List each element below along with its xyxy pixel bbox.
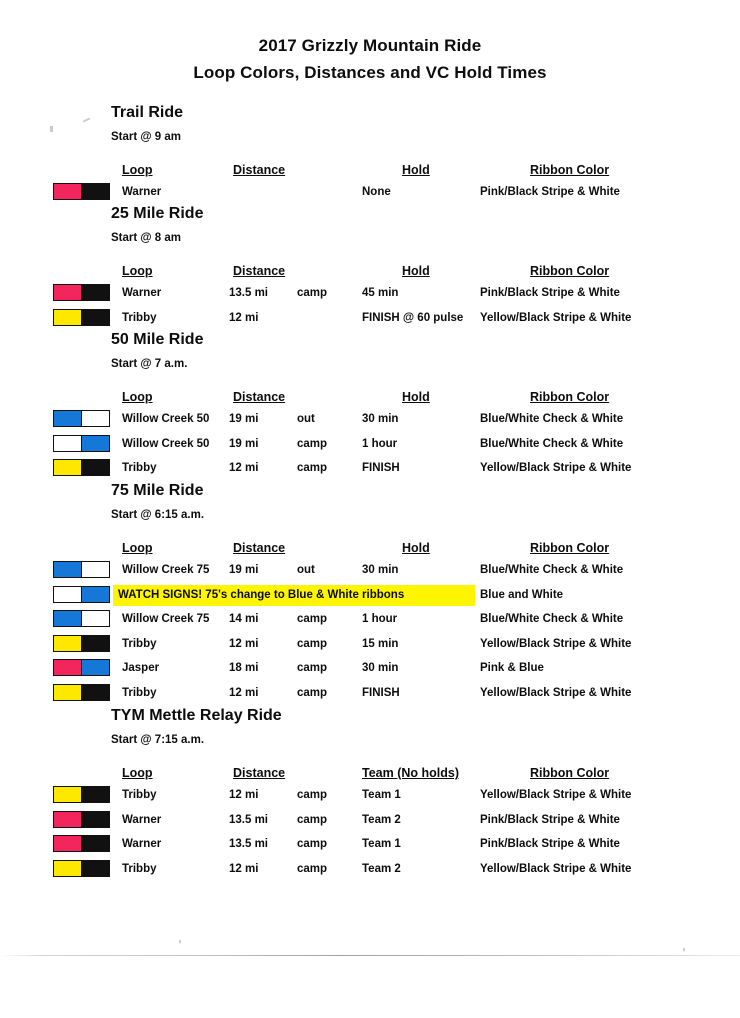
section-title: Trail Ride <box>111 104 184 121</box>
column-header-loop: Loop <box>122 390 153 404</box>
swatch-half-pink <box>54 285 81 300</box>
cell-loop: Willow Creek 75 <box>122 564 210 576</box>
table-row <box>0 182 740 203</box>
column-header-hold: Hold <box>402 163 430 177</box>
swatch-half-black <box>81 685 109 700</box>
swatch-half-white <box>81 562 109 577</box>
cell-loop: Willow Creek 50 <box>122 437 210 450</box>
cell-location: out <box>297 564 315 576</box>
cell-ribbon-color: Blue/White Check & White <box>480 437 624 450</box>
loop-color-swatch <box>53 561 110 578</box>
swatch-half-black <box>81 310 109 325</box>
table-row <box>0 634 740 655</box>
cell-hold: FINISH <box>362 687 400 699</box>
loop-color-swatch <box>53 459 110 476</box>
cell-hold: 45 min <box>362 287 399 299</box>
cell-ribbon-color: Pink/Black Stripe & White <box>480 838 620 851</box>
column-header-distance: Distance <box>233 541 286 555</box>
loop-color-swatch <box>53 410 110 427</box>
swatch-half-black <box>81 636 109 651</box>
cell-distance: 12 mi <box>229 789 259 801</box>
swatch-half-yellow <box>54 636 81 651</box>
column-header-hold: Hold <box>402 390 430 404</box>
table-row <box>0 409 740 430</box>
table-row <box>0 458 740 479</box>
cell-location: camp <box>297 637 328 650</box>
swatch-half-blue <box>81 587 109 602</box>
cell-location: camp <box>297 662 328 675</box>
cell-hold: 1 hour <box>362 437 398 450</box>
title-line-1: 2017 Grizzly Mountain Ride <box>258 36 482 55</box>
cell-ribbon-color: Yellow/Black Stripe & White <box>480 311 632 324</box>
section-title: TYM Mettle Relay Ride <box>111 707 282 724</box>
cell-ribbon-color: Blue and White <box>480 588 564 601</box>
cell-location: camp <box>297 287 328 299</box>
cell-hold: FINISH <box>362 462 400 475</box>
cell-loop: Tribby <box>122 637 157 650</box>
swatch-half-pink <box>54 836 81 851</box>
cell-hold: 15 min <box>362 637 399 650</box>
table-row <box>0 859 740 880</box>
table-row <box>0 785 740 806</box>
table-row <box>0 658 740 679</box>
cell-ribbon-color: Yellow/Black Stripe & White <box>480 637 632 650</box>
column-header-distance: Distance <box>233 766 286 780</box>
swatch-half-pink <box>54 812 81 827</box>
table-row <box>0 585 740 606</box>
scan-edge-line <box>0 955 740 956</box>
cell-ribbon-color: Yellow/Black Stripe & White <box>480 462 632 475</box>
swatch-half-blue <box>54 611 81 626</box>
swatch-half-white <box>81 611 109 626</box>
loop-color-swatch <box>53 635 110 652</box>
column-header-hold: Hold <box>402 264 430 278</box>
cell-distance: 19 mi <box>229 437 259 450</box>
swatch-half-black <box>81 836 109 851</box>
cell-location: camp <box>297 838 328 851</box>
cell-location: camp <box>297 789 328 801</box>
cell-location: camp <box>297 687 328 699</box>
cell-ribbon-color: Pink/Black Stripe & White <box>480 186 620 198</box>
cell-hold: Team 2 <box>362 862 401 875</box>
scan-speck <box>83 118 90 123</box>
swatch-half-yellow <box>54 685 81 700</box>
column-header-distance: Distance <box>233 264 286 278</box>
cell-distance: 12 mi <box>229 637 259 650</box>
table-row <box>0 810 740 831</box>
swatch-half-blue <box>81 436 109 451</box>
cell-ribbon-color: Pink/Black Stripe & White <box>480 813 620 826</box>
column-header-loop: Loop <box>122 541 153 555</box>
cell-distance: 13.5 mi <box>229 838 268 851</box>
cell-ribbon-color: Yellow/Black Stripe & White <box>480 789 632 801</box>
table-row <box>0 283 740 304</box>
column-header-loop: Loop <box>122 163 153 177</box>
cell-loop: Tribby <box>122 462 157 475</box>
cell-location: camp <box>297 813 328 826</box>
cell-ribbon-color: Yellow/Black Stripe & White <box>480 862 632 875</box>
column-header-ribbon: Ribbon Color <box>530 390 610 404</box>
cell-loop: Willow Creek 50 <box>122 413 210 425</box>
column-header-ribbon: Ribbon Color <box>530 541 610 555</box>
swatch-half-yellow <box>54 861 81 876</box>
cell-location: camp <box>297 462 328 475</box>
cell-ribbon-color: Blue/White Check & White <box>480 564 624 576</box>
cell-distance: 19 mi <box>229 413 259 425</box>
column-header-distance: Distance <box>233 390 286 404</box>
cell-hold: Team 1 <box>362 789 401 801</box>
column-header-hold: Hold <box>402 541 430 555</box>
column-header-ribbon: Ribbon Color <box>530 766 610 780</box>
loop-color-swatch <box>53 284 110 301</box>
cell-hold: Team 2 <box>362 813 401 826</box>
swatch-half-white <box>54 436 81 451</box>
cell-ribbon-color: Yellow/Black Stripe & White <box>480 687 632 699</box>
section-title: 75 Mile Ride <box>111 482 204 499</box>
loop-color-swatch <box>53 811 110 828</box>
swatch-half-black <box>81 787 109 802</box>
cell-distance: 18 mi <box>229 662 259 675</box>
swatch-half-black <box>81 184 109 199</box>
loop-color-swatch <box>53 860 110 877</box>
swatch-half-black <box>81 285 109 300</box>
cell-distance: 12 mi <box>229 462 259 475</box>
loop-color-swatch <box>53 835 110 852</box>
document-title <box>0 32 740 86</box>
cell-location: out <box>297 413 315 425</box>
loop-color-swatch <box>53 435 110 452</box>
column-header-ribbon: Ribbon Color <box>530 264 610 278</box>
table-row <box>0 308 740 329</box>
cell-loop: Tribby <box>122 311 157 324</box>
swatch-half-white <box>81 411 109 426</box>
loop-color-swatch <box>53 586 110 603</box>
cell-hold: 30 min <box>362 413 399 425</box>
swatch-half-blue <box>54 411 81 426</box>
swatch-half-blue <box>81 660 109 675</box>
cell-loop: Willow Creek 75 <box>122 613 210 626</box>
cell-ribbon-color: Pink/Black Stripe & White <box>480 287 620 299</box>
loop-color-swatch <box>53 610 110 627</box>
cell-location: camp <box>297 862 328 875</box>
cell-distance: 13.5 mi <box>229 813 268 826</box>
loop-color-swatch <box>53 786 110 803</box>
cell-distance: 13.5 mi <box>229 287 268 299</box>
swatch-half-yellow <box>54 310 81 325</box>
column-header-team: Team (No holds) <box>362 766 459 780</box>
column-header-ribbon: Ribbon Color <box>530 163 610 177</box>
cell-hold: None <box>362 186 391 198</box>
section-start-time: Start @ 9 am <box>111 131 182 143</box>
scan-speck <box>50 126 53 132</box>
cell-hold: FINISH @ 60 pulse <box>362 311 464 324</box>
column-header-distance: Distance <box>233 163 286 177</box>
swatch-half-pink <box>54 660 81 675</box>
warning-notice-text: WATCH SIGNS! 75's change to Blue & White ribbons <box>118 588 405 601</box>
cell-ribbon-color: Blue/White Check & White <box>480 613 624 626</box>
cell-ribbon-color: Pink & Blue <box>480 662 544 675</box>
section-title: 25 Mile Ride <box>111 205 204 222</box>
cell-loop: Warner <box>122 287 162 299</box>
cell-loop: Warner <box>122 838 162 851</box>
cell-loop: Jasper <box>122 662 160 675</box>
section-start-time: Start @ 6:15 a.m. <box>111 509 205 521</box>
column-header-loop: Loop <box>122 766 153 780</box>
table-row <box>0 683 740 704</box>
swatch-half-blue <box>54 562 81 577</box>
loop-color-swatch <box>53 309 110 326</box>
swatch-half-black <box>81 812 109 827</box>
cell-distance: 12 mi <box>229 311 259 324</box>
cell-distance: 12 mi <box>229 862 259 875</box>
swatch-half-black <box>81 460 109 475</box>
cell-ribbon-color: Blue/White Check & White <box>480 413 624 425</box>
cell-loop: Tribby <box>122 862 157 875</box>
cell-hold: Team 1 <box>362 838 401 851</box>
cell-distance: 12 mi <box>229 687 259 699</box>
cell-hold: 30 min <box>362 662 399 675</box>
cell-loop: Tribby <box>122 687 157 699</box>
table-row <box>0 434 740 455</box>
loop-color-swatch <box>53 659 110 676</box>
scan-speck <box>179 940 181 943</box>
cell-distance: 19 mi <box>229 564 259 576</box>
section-start-time: Start @ 7 a.m. <box>111 358 188 370</box>
scan-speck <box>683 948 685 951</box>
section-start-time: Start @ 7:15 a.m. <box>111 734 205 746</box>
column-header-loop: Loop <box>122 264 153 278</box>
section-title: 50 Mile Ride <box>111 331 204 348</box>
table-row <box>0 609 740 630</box>
table-row <box>0 560 740 581</box>
cell-loop: Warner <box>122 813 162 826</box>
swatch-half-yellow <box>54 787 81 802</box>
loop-color-swatch <box>53 684 110 701</box>
cell-hold: 1 hour <box>362 613 398 626</box>
swatch-half-white <box>54 587 81 602</box>
cell-loop: Tribby <box>122 789 157 801</box>
swatch-half-pink <box>54 184 81 199</box>
title-line-2: Loop Colors, Distances and VC Hold Times <box>193 63 547 82</box>
cell-loop: Warner <box>122 186 162 198</box>
cell-hold: 30 min <box>362 564 399 576</box>
table-row <box>0 834 740 855</box>
loop-color-swatch <box>53 183 110 200</box>
swatch-half-black <box>81 861 109 876</box>
cell-location: camp <box>297 613 328 626</box>
section-start-time: Start @ 8 am <box>111 232 182 244</box>
swatch-half-yellow <box>54 460 81 475</box>
cell-distance: 14 mi <box>229 613 259 626</box>
cell-location: camp <box>297 437 328 450</box>
